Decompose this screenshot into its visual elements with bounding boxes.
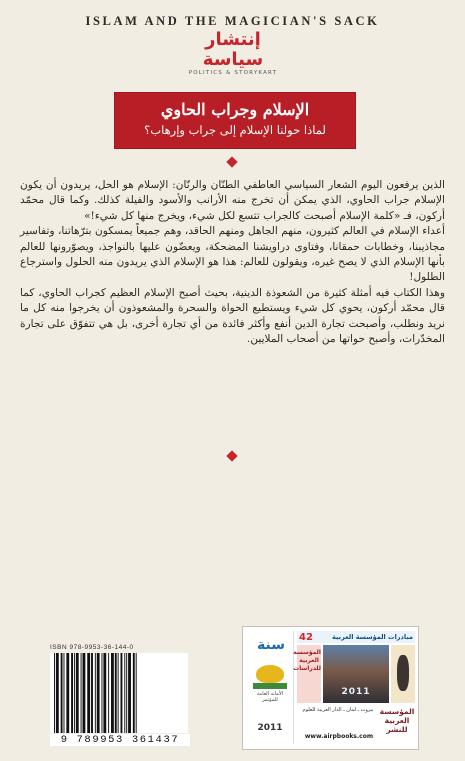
barcode-bar <box>91 653 93 733</box>
barcode-bar <box>97 653 100 733</box>
publisher-logo <box>178 30 288 76</box>
isbn-label: ISBN 978-9953-36-144-0 <box>50 644 134 651</box>
blurb-paragraph: وهذا الكتاب فيه أمثلة كثيرة من الشعوذة الدينية، بحيث أصبح الإسلام العظيم كجراب الحاوي، كما قال محمّد أركون، يحوي كل شيء ويستطيع الحواة والسحرة والمشعوذون أن يخرجوا منه كل ما نريد ونطلب، وأصبحت تجارة الدين أنفع وأكثر فائدة من أي تجارة أخرى، بل هي تتفوّق على تجارة المخدّرات، وأصبح حواتها من أصحاب الملايين. <box>20 286 445 346</box>
ad-header-number: 42 <box>299 631 313 643</box>
publisher-logo-mark: إنتشار سياسة <box>202 29 264 70</box>
barcode-image <box>50 653 188 733</box>
barcode-bar <box>64 653 65 733</box>
barcode-bar <box>115 653 117 733</box>
book-cover-icon <box>391 645 415 703</box>
emblem-icon <box>256 665 284 683</box>
barcode-bar <box>118 653 119 733</box>
publisher-logo-subtitle: POLITICS & STORYKART <box>188 70 278 76</box>
ad-header-text: مبادرات المؤسسة العربية <box>332 633 413 641</box>
blurb-text <box>20 178 445 347</box>
ad-side-label: المؤسسة العربية للدراسات <box>297 645 321 703</box>
barcode-number: 9 789953 361437 <box>50 734 190 746</box>
barcode-block <box>50 644 190 746</box>
barcode-bar <box>56 653 59 733</box>
blurb-paragraph: أعداء الإسلام في العالم كثيرون، منهم الجاهل ومنهم الحاقد، وهم جميعاً يمسكون بترّهاتنا، وتفاسير مجاذيبنا، وخطابات حمقانا، وفتاوى دراويشنا المضحكة، ويعضّون عليها بالنواجذ، ويصوّرونها للعالم بأنها الإسلام الذي لا يصح غيره، ويقولون للعالم: هذا هو الإسلام الذي يريدون منه الحلول واسترجاع الطلول! <box>20 225 445 284</box>
ad-left-panel <box>246 631 294 744</box>
ad-right-panel <box>293 631 415 744</box>
barcode-bar <box>54 653 55 733</box>
arabic-title: الإسلام وجراب الحاوي <box>160 100 310 119</box>
arabic-subtitle: لماذا حولنا الإسلام إلى جراب وإرهاب؟ <box>144 123 326 137</box>
english-title: ISLAM AND THE MAGICIAN'S SACK <box>85 14 380 28</box>
barcode-bar <box>121 653 123 733</box>
blurb-paragraph: الذين يرفعون اليوم الشعار السياسي العاطفي الطنّان والرنّان: الإسلام هو الحل، يريدون أن يكون الإسلام جراب الحاوي، الذي يمكن أن تخرج منه الأرانب والأسود والفيلة كذلك. وكما قال محمّد أركون، فـ «كلمة الإسلام أصبحت كالجراب تتسع لكل شيء، ويخرج منها كل شيء!» <box>20 179 445 222</box>
barcode-bar <box>133 653 135 733</box>
barcode-bar <box>74 653 75 733</box>
ornament-diamond-top <box>226 156 237 167</box>
ornament-diamond-bottom <box>226 450 237 461</box>
barcode-bar <box>124 653 125 733</box>
barcode-bar <box>83 653 86 733</box>
ad-header <box>297 631 415 643</box>
barcode-bar <box>71 653 73 733</box>
title-box <box>115 93 355 148</box>
ad-publisher-name: المؤسسة العربية للنشر <box>379 707 415 734</box>
emblem-base-icon <box>253 683 287 689</box>
barcode-bar <box>61 653 63 733</box>
barcode-bar <box>103 653 106 733</box>
barcode-bar <box>128 653 131 733</box>
barcode-bar <box>76 653 79 733</box>
barcode-bar <box>81 653 82 733</box>
barcode-bar <box>108 653 109 733</box>
barcode-bar <box>87 653 90 733</box>
barcode-bar <box>136 653 137 733</box>
ad-small-text: الأمانة العامة للمؤتمر <box>256 691 284 703</box>
ad-address-text: بيروت ـ لبنان ـ الدار العربية للعلوم <box>302 707 374 713</box>
ad-brand: سنة <box>257 637 285 653</box>
ad-photo-caption: 2011 <box>341 687 371 697</box>
ad-year: 2011 <box>257 723 283 733</box>
barcode-bar <box>95 653 96 733</box>
barcode-bar <box>102 653 103 733</box>
ad-website: www.airpbooks.com <box>304 733 374 740</box>
barcode-bar <box>66 653 69 733</box>
barcode-bar <box>111 653 114 733</box>
barcode-bar <box>126 653 127 733</box>
publisher-ad-panel <box>242 626 419 750</box>
